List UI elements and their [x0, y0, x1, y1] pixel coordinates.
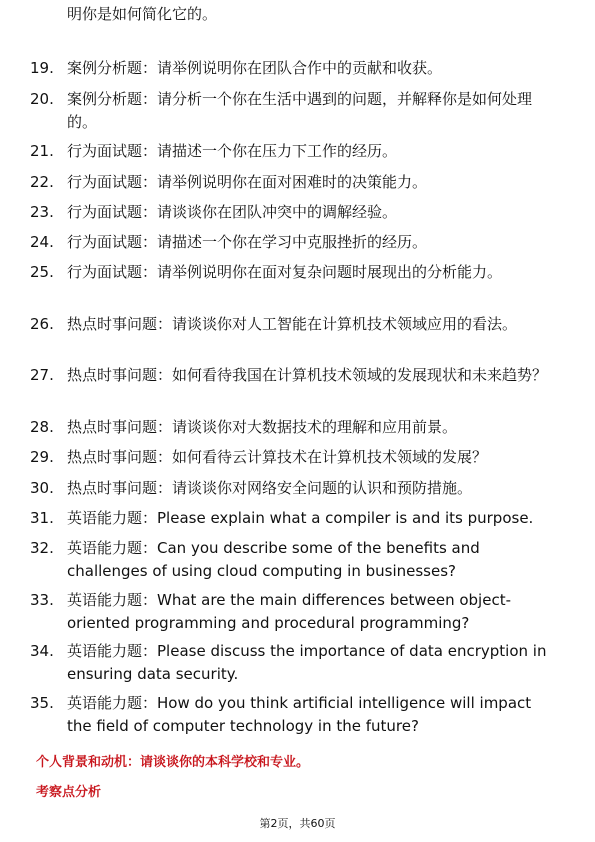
question-text: 行为面试题：请举例说明你在面对复杂问题时展现出的分析能力。	[67, 263, 503, 281]
question-text: 英语能力题：What are the main differences between object-oriented programming and procedural programming?	[67, 591, 511, 632]
question-text: 英语能力题：Please explain what a compiler is and its purpose.	[67, 509, 534, 527]
question-text: 热点时事问题：如何看待我国在计算机技术领域的发展现状和未来趋势？	[67, 366, 548, 384]
question-item	[30, 507, 560, 530]
question-number: 31.	[30, 509, 54, 527]
page-footer: 第2页，共60页	[259, 817, 336, 830]
question-number: 34.	[30, 642, 54, 660]
question-text: 行为面试题：请描述一个你在学习中克服挫折的经历。	[67, 233, 428, 251]
question-item	[30, 261, 560, 284]
analysis-label: 考察点分析	[36, 785, 102, 800]
question-text: 行为面试题：请描述一个你在压力下工作的经历。	[67, 142, 398, 160]
question-text: 英语能力题：Please discuss the importance of data encryption in ensuring data security.	[67, 642, 547, 683]
question-number: 21.	[30, 142, 54, 160]
question-text: 案例分析题：请举例说明你在团队合作中的贡献和收获。	[67, 59, 443, 77]
question-text: 热点时事问题：请谈谈你对网络安全问题的认识和预防措施。	[67, 479, 473, 497]
question-number: 29.	[30, 448, 54, 466]
question-item	[30, 692, 560, 738]
question-text: 热点时事问题：请谈谈你对大数据技术的理解和应用前景。	[67, 418, 458, 436]
question-number: 35.	[30, 694, 54, 712]
question-number: 19.	[30, 59, 54, 77]
question-number: 23.	[30, 203, 54, 221]
question-item	[30, 57, 560, 80]
question-number: 24.	[30, 233, 54, 251]
question-text: 英语能力题：How do you think artificial intelligence will impact the field of computer technology in the future?	[67, 694, 532, 735]
question-item	[30, 589, 560, 635]
question-text: 行为面试题：请举例说明你在面对困难时的决策能力。	[67, 173, 428, 191]
question-item	[30, 537, 560, 583]
continuation-line: 明你是如何简化它的。	[67, 5, 218, 23]
question-text: 行为面试题：请谈谈你在团队冲突中的调解经验。	[67, 203, 398, 221]
question-item	[30, 364, 560, 387]
question-number: 22.	[30, 173, 54, 191]
section-heading: 个人背景和动机：请谈谈你的本科学校和专业。	[36, 755, 310, 770]
question-item	[30, 446, 560, 469]
question-number: 28.	[30, 418, 54, 436]
question-text: 热点时事问题：请谈谈你对人工智能在计算机技术领域应用的看法。	[67, 315, 518, 333]
question-text: 热点时事问题：如何看待云计算技术在计算机技术领域的发展？	[67, 448, 488, 466]
question-text: 案例分析题：请分析一个你在生活中遇到的问题，并解释你是如何处理的。	[67, 90, 533, 131]
question-number: 32.	[30, 539, 54, 557]
question-text: 英语能力题：Can you describe some of the benefits and challenges of using cloud computing in businesses?	[67, 539, 480, 580]
question-number: 33.	[30, 591, 54, 609]
question-number: 27.	[30, 366, 54, 384]
question-item	[30, 140, 560, 163]
question-item	[30, 477, 560, 500]
question-number: 30.	[30, 479, 54, 497]
question-item	[30, 201, 560, 224]
question-item	[30, 171, 560, 194]
question-item	[30, 231, 560, 254]
question-item	[30, 88, 560, 134]
question-item	[30, 640, 560, 686]
question-item	[30, 313, 560, 336]
question-number: 25.	[30, 263, 54, 281]
question-item	[30, 416, 560, 439]
question-number: 26.	[30, 315, 54, 333]
question-number: 20.	[30, 90, 54, 108]
